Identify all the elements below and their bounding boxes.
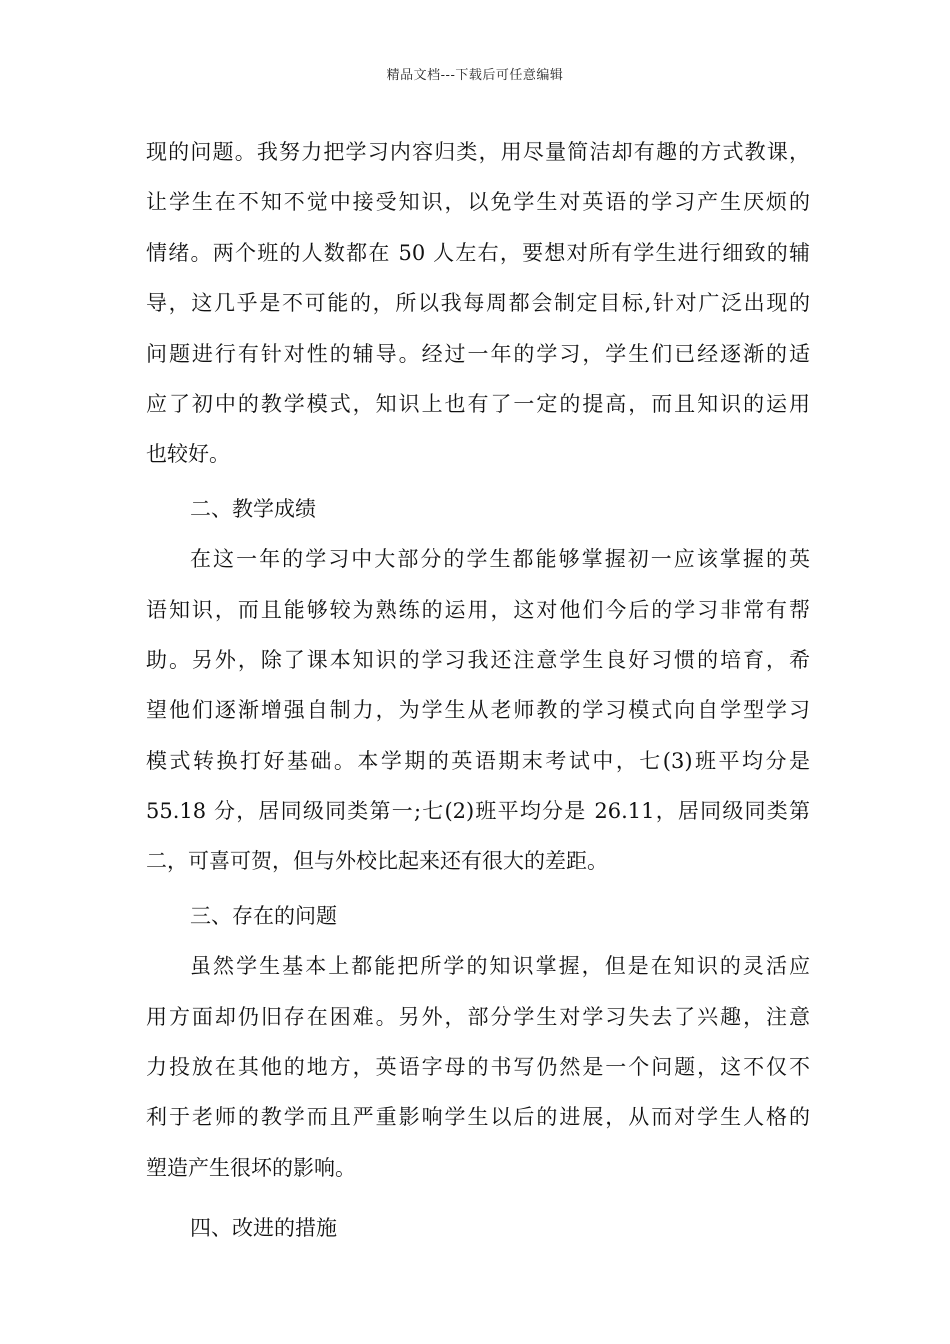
- text-line: 助。另外，除了课本知识的学习我还注意学生良好习惯的培育，希: [146, 647, 810, 672]
- text-line: 也较好。: [146, 442, 230, 467]
- text-line: 在这一年的学习中大部分的学生都能够掌握初一应该掌握的英: [190, 547, 810, 572]
- section-heading-3: 三、存在的问题: [190, 903, 337, 928]
- text-line: 虽然学生基本上都能把所学的知识掌握，但是在知识的灵活应: [190, 954, 810, 979]
- text-line: 力投放在其他的地方，英语字母的书写仍然是一个问题，这不仅不: [146, 1055, 810, 1080]
- text-line: 模式转换打好基础。本学期的英语期末考试中，七(3)班平均分是: [146, 748, 810, 773]
- text-line: 望他们逐渐增强自制力，为学生从老师教的学习模式向自学型学习: [146, 698, 810, 723]
- document-body: [146, 127, 810, 1254]
- text-line: 应了初中的教学模式，知识上也有了一定的提高，而且知识的运用: [146, 391, 810, 416]
- paragraph-3: [146, 941, 810, 1193]
- paragraph-2: [146, 534, 810, 887]
- section-heading-4: 四、改进的措施: [190, 1216, 337, 1241]
- text-line: 现的问题。我努力把学习内容归类，用尽量简洁却有趣的方式教课，: [146, 140, 810, 164]
- text-line: 问题进行有针对性的辅导。经过一年的学习，学生们已经逐渐的适: [146, 341, 810, 366]
- text-line: 导，这几乎是不可能的，所以我每周都会制定目标,针对广泛出现的: [146, 291, 810, 316]
- text-line: 让学生在不知不觉中接受知识，以免学生对英语的学习产生厌烦的: [146, 190, 810, 215]
- text-line: 用方面却仍旧存在困难。另外，部分学生对学习失去了兴趣，注意: [146, 1004, 810, 1029]
- text-line: 语知识，而且能够较为熟练的运用，这对他们今后的学习非常有帮: [146, 597, 810, 622]
- text-line: 55.18 分，居同级同类第一;七(2)班平均分是 26.11，居同级同类第: [146, 799, 810, 824]
- page-header: 精品文档---下载后可任意编辑: [386, 68, 564, 83]
- paragraph-1: [146, 127, 810, 480]
- text-line: 二，可喜可贺，但与外校比起来还有很大的差距。: [146, 849, 608, 874]
- text-line: 利于老师的教学而且严重影响学生以后的进展，从而对学生人格的: [146, 1105, 810, 1130]
- section-heading-2: 二、教学成绩: [190, 496, 316, 521]
- text-line: 塑造产生很坏的影响。: [146, 1155, 356, 1180]
- text-line: 情绪。两个班的人数都在 50 人左右，要想对所有学生进行细致的辅: [146, 240, 810, 265]
